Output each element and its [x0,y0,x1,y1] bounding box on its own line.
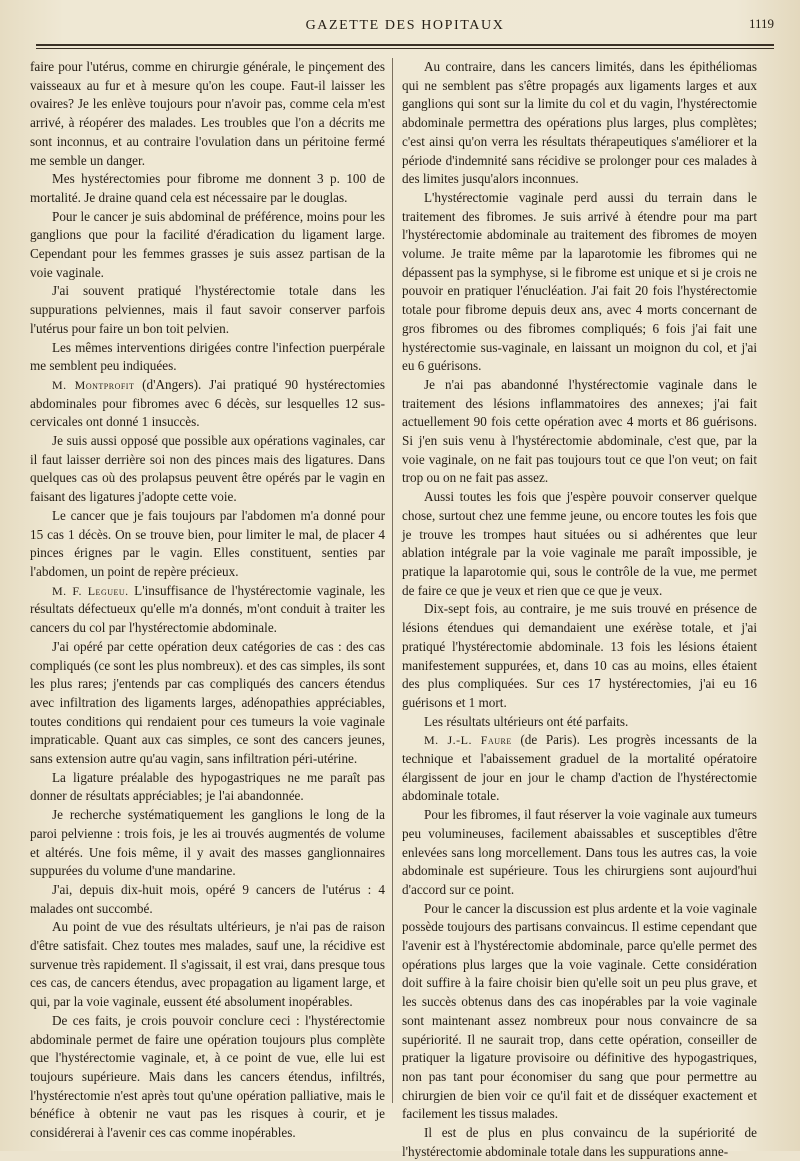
paragraph [402,58,757,189]
paragraph [402,713,757,732]
paragraph-text: Les résultats ultérieurs ont été parfaits. [424,713,629,729]
paragraph [30,806,385,881]
paragraph [402,189,757,376]
paragraph [30,376,385,432]
paragraph [30,881,385,918]
header-rule-thin [36,48,774,49]
paragraph [402,900,757,1124]
paragraph-text: Mes hystérectomies pour fibrome me donnent 3 p. 100 de mortalité. Je draine quand cela est nécessaire par le douglas. [30,171,385,205]
paragraph [30,507,385,582]
paragraph [30,769,385,806]
journal-title: GAZETTE DES HOPITAUX [305,18,505,33]
paragraph [402,376,757,488]
paragraph-text: Je recherche systématiquement les ganglions le long de la paroi pelvienne : trois fois, je les ai trouvés augmentés de volume et altérés. Une fois même, il y avait des masses ganglionnaires suppurées du volume d'une mandarine. [30,807,385,879]
paragraph [30,432,385,507]
paragraph-text: L'insuffisance de l'hystérectomie vaginale, les résultats défectueux qu'elle m'a donnés, m'ont conduit à traiter les cancers du col par l'hystérectomie abdominale. [30,582,385,636]
paragraph [402,488,757,600]
masthead [36,16,774,38]
column-divider [392,58,393,1103]
paragraph-text: Pour le cancer la discussion est plus ardente et la voie vaginale possède toujours des partisans convaincus. Il estime cependant que l'avenir est à l'hystérectomie abdominale, parce qu'elle permet des opérations plus larges que la voie vaginale. Cette considération doit suffire à la faire choisir bien qu'elle soit un peu plus grave, et les succès obtenus dans des cas inopérables par la voie vaginale sont maintenant assez nombreux pour nous convaincre de sa supériorité. Il ne saurait trop, dans cette opération, conseiller de pratiquer la ligature provisoire ou définitive des hypogastriques, non pas tant pour économiser du sang que pour permettre au chirurgien de bien voir ce qu'il fait et de disséquer exactement et facilement les tissus malades. [402,900,757,1122]
paragraph-text: Je n'ai pas abandonné l'hystérectomie vaginale dans le traitement des lésions inflammatoires des annexes; j'ai fait actuellement 90 fois cette opération avec 4 morts et 86 guérisons. Si j'en suis venu à l'hystérectomie abdominale, c'est que, par la voie vaginale, on ne fait pas toujours tout ce que l'on veut; on fait trop ou on ne fait pas assez. [402,376,757,486]
paragraph [30,282,385,338]
paragraph [402,806,757,900]
paragraph [30,638,385,769]
page-number: 1119 [748,16,774,31]
paragraph-text: faire pour l'utérus, comme en chirurgie générale, le pinçement des vaisseaux au fur et à mesure qu'on les coupe. Faut-il laisser les ovaires? Je les enlève toujours pour n'avoir pas, comme cela m'est arrivé, à réopérer des malades. Les troubles que l'on a décrits me sont inconnus, et au contraire l'ovulation dans un péritoine fermé me semble un danger. [30,59,385,168]
paragraph [402,1124,757,1161]
paragraph [402,600,757,712]
paragraph-text: (de Paris). Les progrès incessants de la technique et l'abaissement graduel de la mortalité opératoire élargissent de jour en jour le champ d'action de l'hystérectomie abdominale totale. [402,732,758,804]
paragraph-text: Je suis aussi opposé que possible aux opérations vaginales, car il faut laisser derrière soi non des pinces mais des ligatures. Dans quelques cas où des prolapsus peuvent être opérés par le vagin en faisant des ligatures j'adopte cette voie. [30,433,385,505]
paragraph-text: La ligature préalable des hypogastriques ne me paraît pas donner de résultats appréciables; je l'ai abandonnée. [30,769,385,804]
paragraph-text: Pour le cancer je suis abdominal de préférence, moins pour les ganglions que pour la facilité d'éradication du ligament large. Cependant pour les femmes grasses je suis assez partisan de la voie vaginale. [30,208,385,280]
paragraph-text: De ces faits, je crois pouvoir conclure ceci : l'hystérectomie abdominale permet de faire une opération toujours plus complète que l'hystérectomie vaginale, et, à ce point de vue, elle lui est toujours supérieure. Mais dans les cancers étendus, infiltrés, l'hystérectomie n'est après tout qu'une opération palliative, mais le bénéfice à obtenir ne vaut pas les risques à courir, et je considérerai à l'avenir ces cas comme inopérables. [30,1012,385,1141]
speaker-name: M. Montprofit [52,377,135,392]
paragraph-text: Les mêmes interventions dirigées contre l'infection puerpérale me semblent peu indiquées. [30,339,385,374]
paragraph [30,339,385,376]
paragraph [30,918,385,1012]
paragraph-text: (d'Angers). J'ai pratiqué 90 hystérectomies abdominales pour fibromes avec 6 décès, sur lesquelles 12 sus-cervicales ont donné 1 insuccès. [30,376,385,430]
paragraph-text: J'ai souvent pratiqué l'hystérectomie totale dans les suppurations pelviennes, mais il faut savoir conserver parfois l'utérus pour faire un bon toit pelvien. [30,283,385,336]
paragraph [30,1012,385,1143]
header-rule-thick [36,44,774,46]
speaker-name: M. J.-L. Faure [424,733,512,748]
paragraph-text: Le cancer que je fais toujours par l'abdomen m'a donné pour 15 cas 1 décès. On se trouve bien, pour limiter le mal, de placer 4 pinces érignes par le vagin. Elles constituent, senties par l'abdomen, un point de repère précieux. [30,507,385,579]
paragraph [30,170,385,207]
paragraph-text: J'ai opéré par cette opération deux catégories de cas : des cas compliqués (ce sont les plus nombreux). et des cas simples, ils sont les plus rares; j'entends par cas compliqués des cancers étendus avec infiltration des ligaments larges, adénopathies appréciables, toutes conditions qui rendaient pour ces tumeurs la voie vaginale impraticable. Quant aux cas simples, ce sont des cancers jeunes, sans extension autre qu'au vagin, sans infiltration péri-utérine. [30,638,385,767]
paragraph-text: Au point de vue des résultats ultérieurs, je n'ai pas de raison d'être satisfait. Chez toutes mes malades, sauf une, la récidive est survenue très rapidement. Il s'agissait, il est vrai, dans presque tous ces cas, de cancers étendus, avec propagation au ligament large, et qui, par la voie vaginale, eussent été absolument inopérables. [30,919,385,1010]
paragraph [30,58,385,170]
right-column [402,58,757,1161]
paragraph-text: Au contraire, dans les cancers limités, dans les épithéliomas qui ne semblent pas s'être propagés aux ligaments larges et aux ganglions qui sont sur la limite du col et du vagin, l'hystérectomie abdominale permettra des opérations plus larges, plus complètes; c'est ainsi qu'on verra les résultats thérapeutiques s'améliorer et la période d'indemnité sans récidive se prolonger pour ces malades à des limites jusqu'alors inconnues. [402,59,757,187]
paragraph-text: L'hystérectomie vaginale perd aussi du terrain dans le traitement des fibromes. Je suis arrivé à étendre pour ma part l'hystérectomie abdominale au traitement des fibromes de moyen volume. Je traite même par la laparotomie les fibromes qui ne dépassent pas la symphyse, si le fibrome est unique et si je crois ne pouvoir en pratiquer l'énucléation. J'ai fait 20 fois l'hystérectomie totale pour fibrome depuis deux ans, avec 4 morts concernant de gros fibromes ou des fibromes compliqués; 6 fois j'ai fait une hystérectomie sus-vaginale, en laissant un moignon du col, et j'ai eu 6 guérisons. [402,189,757,374]
paragraph [30,208,385,283]
speaker-name: M. F. Legueu. [52,583,129,598]
left-column [30,58,385,1143]
paragraph [30,582,385,638]
paragraph-text: Il est de plus en plus convaincu de la supériorité de l'hystérectomie abdominale totale dans les suppurations anne- [402,1125,757,1159]
paragraph [402,731,757,806]
paragraph-text: Pour les fibromes, il faut réserver la voie vaginale aux tumeurs peu volumineuses, facilement abaissables et susceptibles d'être enlevées sans long morcellement. Dans tous les autres cas, la voie abdominale est supérieure. Tous les chirurgiens sont aujourd'hui d'accord sur ce point. [402,807,757,897]
paragraph-text: Aussi toutes les fois que j'espère pouvoir conserver quelque chose, surtout chez une femme jeune, ou encore toutes les fois que je trouve les trompes haut situées ou si adhérentes que leur ablation intégrale par la voie vaginale me paraît impossible, je pratique la laparotomie qui, sous le contrôle de la vue, me permet de faire ce que je veux et rien que ce que je veux. [402,489,757,598]
paragraph-text: Dix-sept fois, au contraire, je me suis trouvé en présence de lésions étendues qui demandaient une exérèse totale, et j'ai pratiqué l'hystérectomie abdominale. 13 fois les lésions étaient manifestement suppurées, et, dans 10 cas au moins, elles étaient des plus compliquées. Sur ces 17 hystérectomies, j'ai eu 16 guérisons et 1 mort. [402,601,757,710]
paragraph-text: J'ai, depuis dix-huit mois, opéré 9 cancers de l'utérus : 4 malades ont succombé. [30,881,385,916]
